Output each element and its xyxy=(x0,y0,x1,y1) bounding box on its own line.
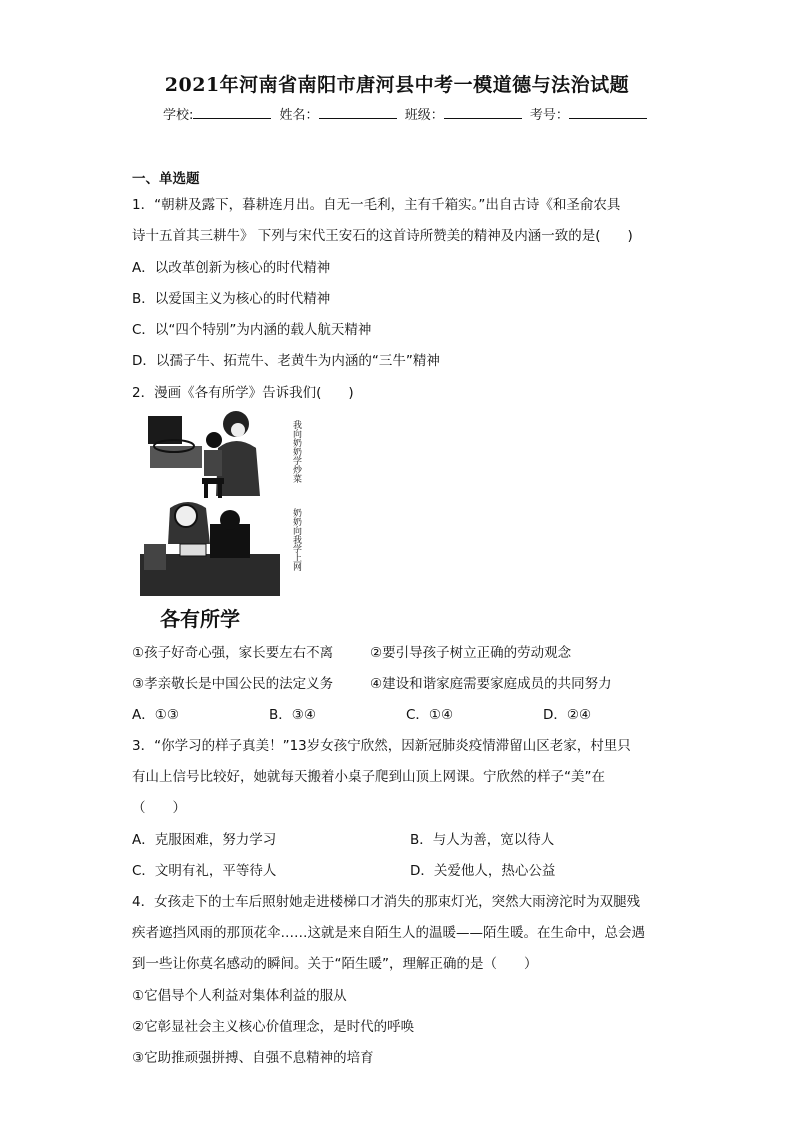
q1-option-b: B．以爱国主义为核心的时代精神 xyxy=(132,291,331,307)
q2-statement-2: ②要引导孩子树立正确的劳动观念 xyxy=(370,645,572,661)
q3-stem-line2: 有山上信号比较好，她就每天搬着小桌子爬到山顶上网课。宁欣然的样子“美”在 xyxy=(132,769,605,785)
q2-stem: 2．漫画《各有所学》告诉我们( ) xyxy=(132,385,354,401)
q2-statement-3: ③孝亲敬长是中国公民的法定义务 xyxy=(132,676,334,692)
q3-stem-line3: （ ） xyxy=(132,800,186,816)
q2-option-d: D．②④ xyxy=(543,707,592,723)
q3-option-c: C．文明有礼，平等待人 xyxy=(132,863,277,879)
q4-statement-1: ①它倡导个人利益对集体利益的服从 xyxy=(132,988,347,1004)
section-heading: 一、单选题 xyxy=(132,171,200,187)
q3-option-a: A．克服困难，努力学习 xyxy=(132,832,277,848)
computer-scene xyxy=(140,502,280,596)
q1-option-d: D．以孺子牛、拓荒牛、老黄牛为内涵的“三牛”精神 xyxy=(132,353,440,369)
q3-stem-line1: 3．“你学习的样子真美！”13岁女孩宁欣然，因新冠肺炎疫情滞留山区老家，村里只 xyxy=(132,738,631,754)
cartoon-drawing xyxy=(140,404,308,634)
school-blank xyxy=(193,106,271,119)
q3-options-row2 xyxy=(132,859,688,879)
q4-statement-3: ③它助推顽强拼搏、自强不息精神的培育 xyxy=(132,1050,374,1066)
q1-option-a: A．以改革创新为核心的时代精神 xyxy=(132,260,331,276)
bottom-caption: 奶奶向我学上网 xyxy=(291,508,301,571)
class-label: 班级： xyxy=(404,108,444,123)
q3-option-b: B．与人为善，宽以待人 xyxy=(410,832,555,848)
q2-option-c: C．①④ xyxy=(406,707,454,723)
school-label: 学校: xyxy=(163,108,194,123)
q2-option-b: B．③④ xyxy=(269,707,316,723)
q4-stem-line3: 到一些让你莫名感动的瞬间。关于“陌生暖”，理解正确的是（ ） xyxy=(132,956,538,972)
q3-option-d: D．关爱他人，热心公益 xyxy=(410,863,556,879)
class-blank xyxy=(444,106,522,119)
q2-statement-4: ④建设和谐家庭需要家庭成员的共同努力 xyxy=(370,676,612,692)
q1-option-c: C．以“四个特别”为内涵的载人航天精神 xyxy=(132,322,372,338)
q4-stem-line2: 疾者遮挡风雨的那顶花伞……这就是来自陌生人的温暖——陌生暖。在生命中，总会遇 xyxy=(132,925,645,941)
exam-number-blank xyxy=(569,106,647,119)
q1-stem-line2: 诗十五首其三耕牛》 下列与宋代王安石的这首诗所赞美的精神及内涵一致的是( ) xyxy=(132,228,633,244)
student-info-line xyxy=(163,104,651,123)
exam-title: 2021年河南省南阳市唐河县中考一模道德与法治试题 xyxy=(164,74,630,96)
q4-statement-2: ②它彰显社会主义核心价值理念，是时代的呼唤 xyxy=(132,1019,415,1035)
cartoon-title: 各有所学 xyxy=(160,607,240,631)
name-blank xyxy=(319,106,397,119)
q2-statements-row1 xyxy=(132,641,608,661)
name-label: 姓名： xyxy=(279,108,319,123)
q3-options-row1 xyxy=(132,828,688,848)
q2-statements-row2 xyxy=(132,672,612,692)
q2-option-a: A．①③ xyxy=(132,707,179,723)
top-caption: 我向奶奶学炒菜 xyxy=(291,420,301,483)
q1-stem-line1: 1．“朝耕及露下，暮耕连月出。自无一毛利，主有千箱实。”出自古诗《和圣俞农具 xyxy=(132,197,621,213)
exam-number-label: 考号： xyxy=(529,108,569,123)
q2-options xyxy=(132,703,680,723)
cartoon-image xyxy=(140,404,308,634)
cooking-scene xyxy=(148,411,260,498)
q2-statement-1: ①孩子好奇心强，家长要左右不离 xyxy=(132,645,334,661)
q4-stem-line1: 4．女孩走下的士车后照射她走进楼梯口才消失的那束灯光，突然大雨滂沱时为双腿残 xyxy=(132,894,641,910)
